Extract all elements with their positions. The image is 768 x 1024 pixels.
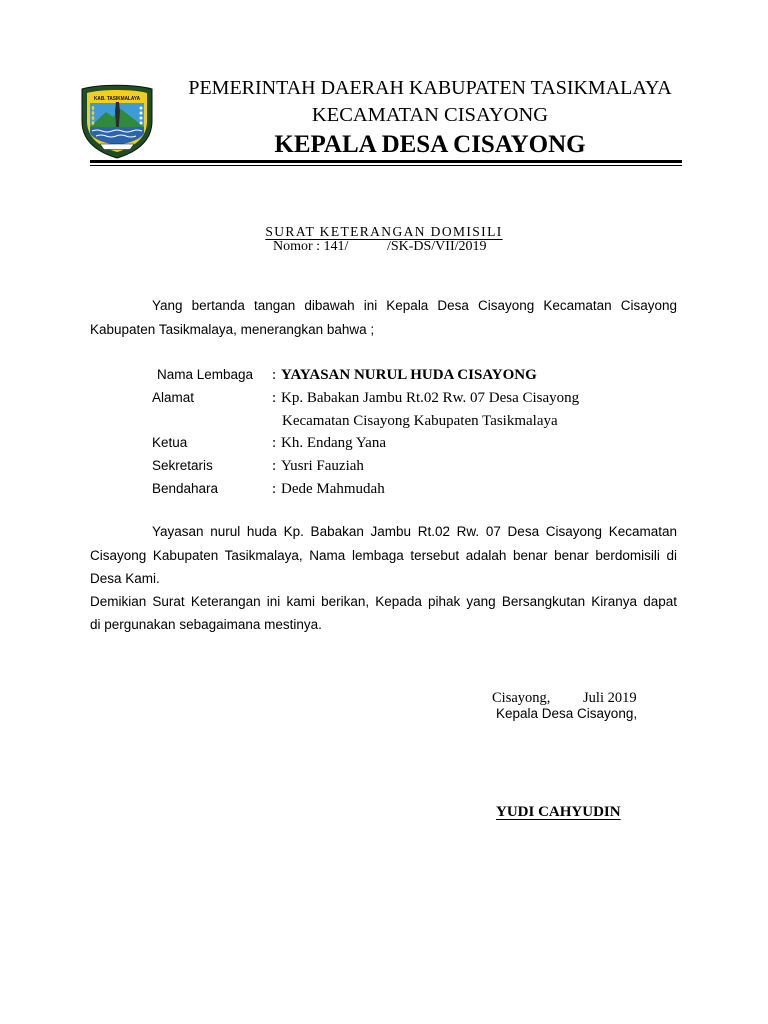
detail-separator: : — [272, 390, 277, 406]
detail-label: Nama Lembaga — [157, 367, 254, 382]
detail-value: Kp. Babakan Jambu Rt.02 Rw. 07 Desa Cisayong — [281, 390, 580, 406]
regency-logo — [79, 81, 155, 159]
statement-line: Desa Kami. — [90, 571, 160, 586]
detail-label: Ketua — [152, 435, 188, 450]
detail-row-secretary — [0, 456, 768, 476]
logo-ribbon — [100, 144, 134, 150]
detail-value: Yusri Fauziah — [281, 458, 364, 474]
letter-number: Nomor : 141/ /SK-DS/VII/2019 — [273, 239, 487, 254]
detail-label: Alamat — [152, 390, 195, 405]
detail-row-treasurer — [0, 479, 768, 499]
detail-value: Dede Mahmudah — [281, 481, 385, 497]
logo-lettering: KAB. TASIKMALAYA — [94, 96, 141, 102]
letterhead-rule-thick — [90, 160, 682, 163]
detail-row-institution — [0, 365, 768, 385]
detail-separator: : — [272, 458, 277, 474]
detail-row-chairman — [0, 433, 768, 453]
detail-row-address — [0, 388, 768, 408]
detail-row-address-continued — [0, 411, 768, 431]
detail-separator: : — [272, 367, 277, 383]
detail-value: Kh. Endang Yana — [281, 435, 386, 451]
statement-line: Cisayong Kabupaten Tasikmalaya, Nama lembaga tersebut adalah benar benar berdomisili di — [90, 548, 677, 563]
letterhead-district: KECAMATAN CISAYONG — [311, 104, 549, 126]
letter-title: SURAT KETERANGAN DOMISILI — [265, 224, 503, 239]
detail-label: Bendahara — [152, 481, 219, 496]
letterhead-office: KEPALA DESA CISAYONG — [274, 131, 586, 158]
letterhead-government: PEMERINTAH DAERAH KABUPATEN TASIKMALAYA — [188, 77, 672, 99]
opening-line: Kabupaten Tasikmalaya, menerangkan bahwa ; — [90, 322, 375, 337]
signatory-name: YUDI CAHYUDIN — [496, 804, 621, 820]
detail-label: Sekretaris — [152, 458, 213, 473]
closing-line: di pergunakan sebagaimana mestinya. — [90, 617, 322, 632]
detail-value-continued: Kecamatan Cisayong Kabupaten Tasikmalaya — [282, 413, 558, 429]
detail-value: YAYASAN NURUL HUDA CISAYONG — [281, 367, 537, 383]
statement-line: Yayasan nurul huda Kp. Babakan Jambu Rt.02 Rw. 07 Desa Cisayong Kecamatan — [152, 524, 677, 539]
detail-separator: : — [272, 481, 277, 497]
signature-position: Kepala Desa Cisayong, — [496, 706, 638, 721]
detail-separator: : — [272, 435, 277, 451]
closing-line: Demikian Surat Keterangan ini kami berikan, Kepada pihak yang Bersangkutan Kiranya dapat — [90, 594, 677, 609]
signature-place-date: Cisayong, Juli 2019 — [492, 690, 637, 706]
opening-line: Yang bertanda tangan dibawah ini Kepala Desa Cisayong Kecamatan Cisayong — [152, 298, 677, 313]
letterhead-rule-thin — [90, 165, 682, 166]
